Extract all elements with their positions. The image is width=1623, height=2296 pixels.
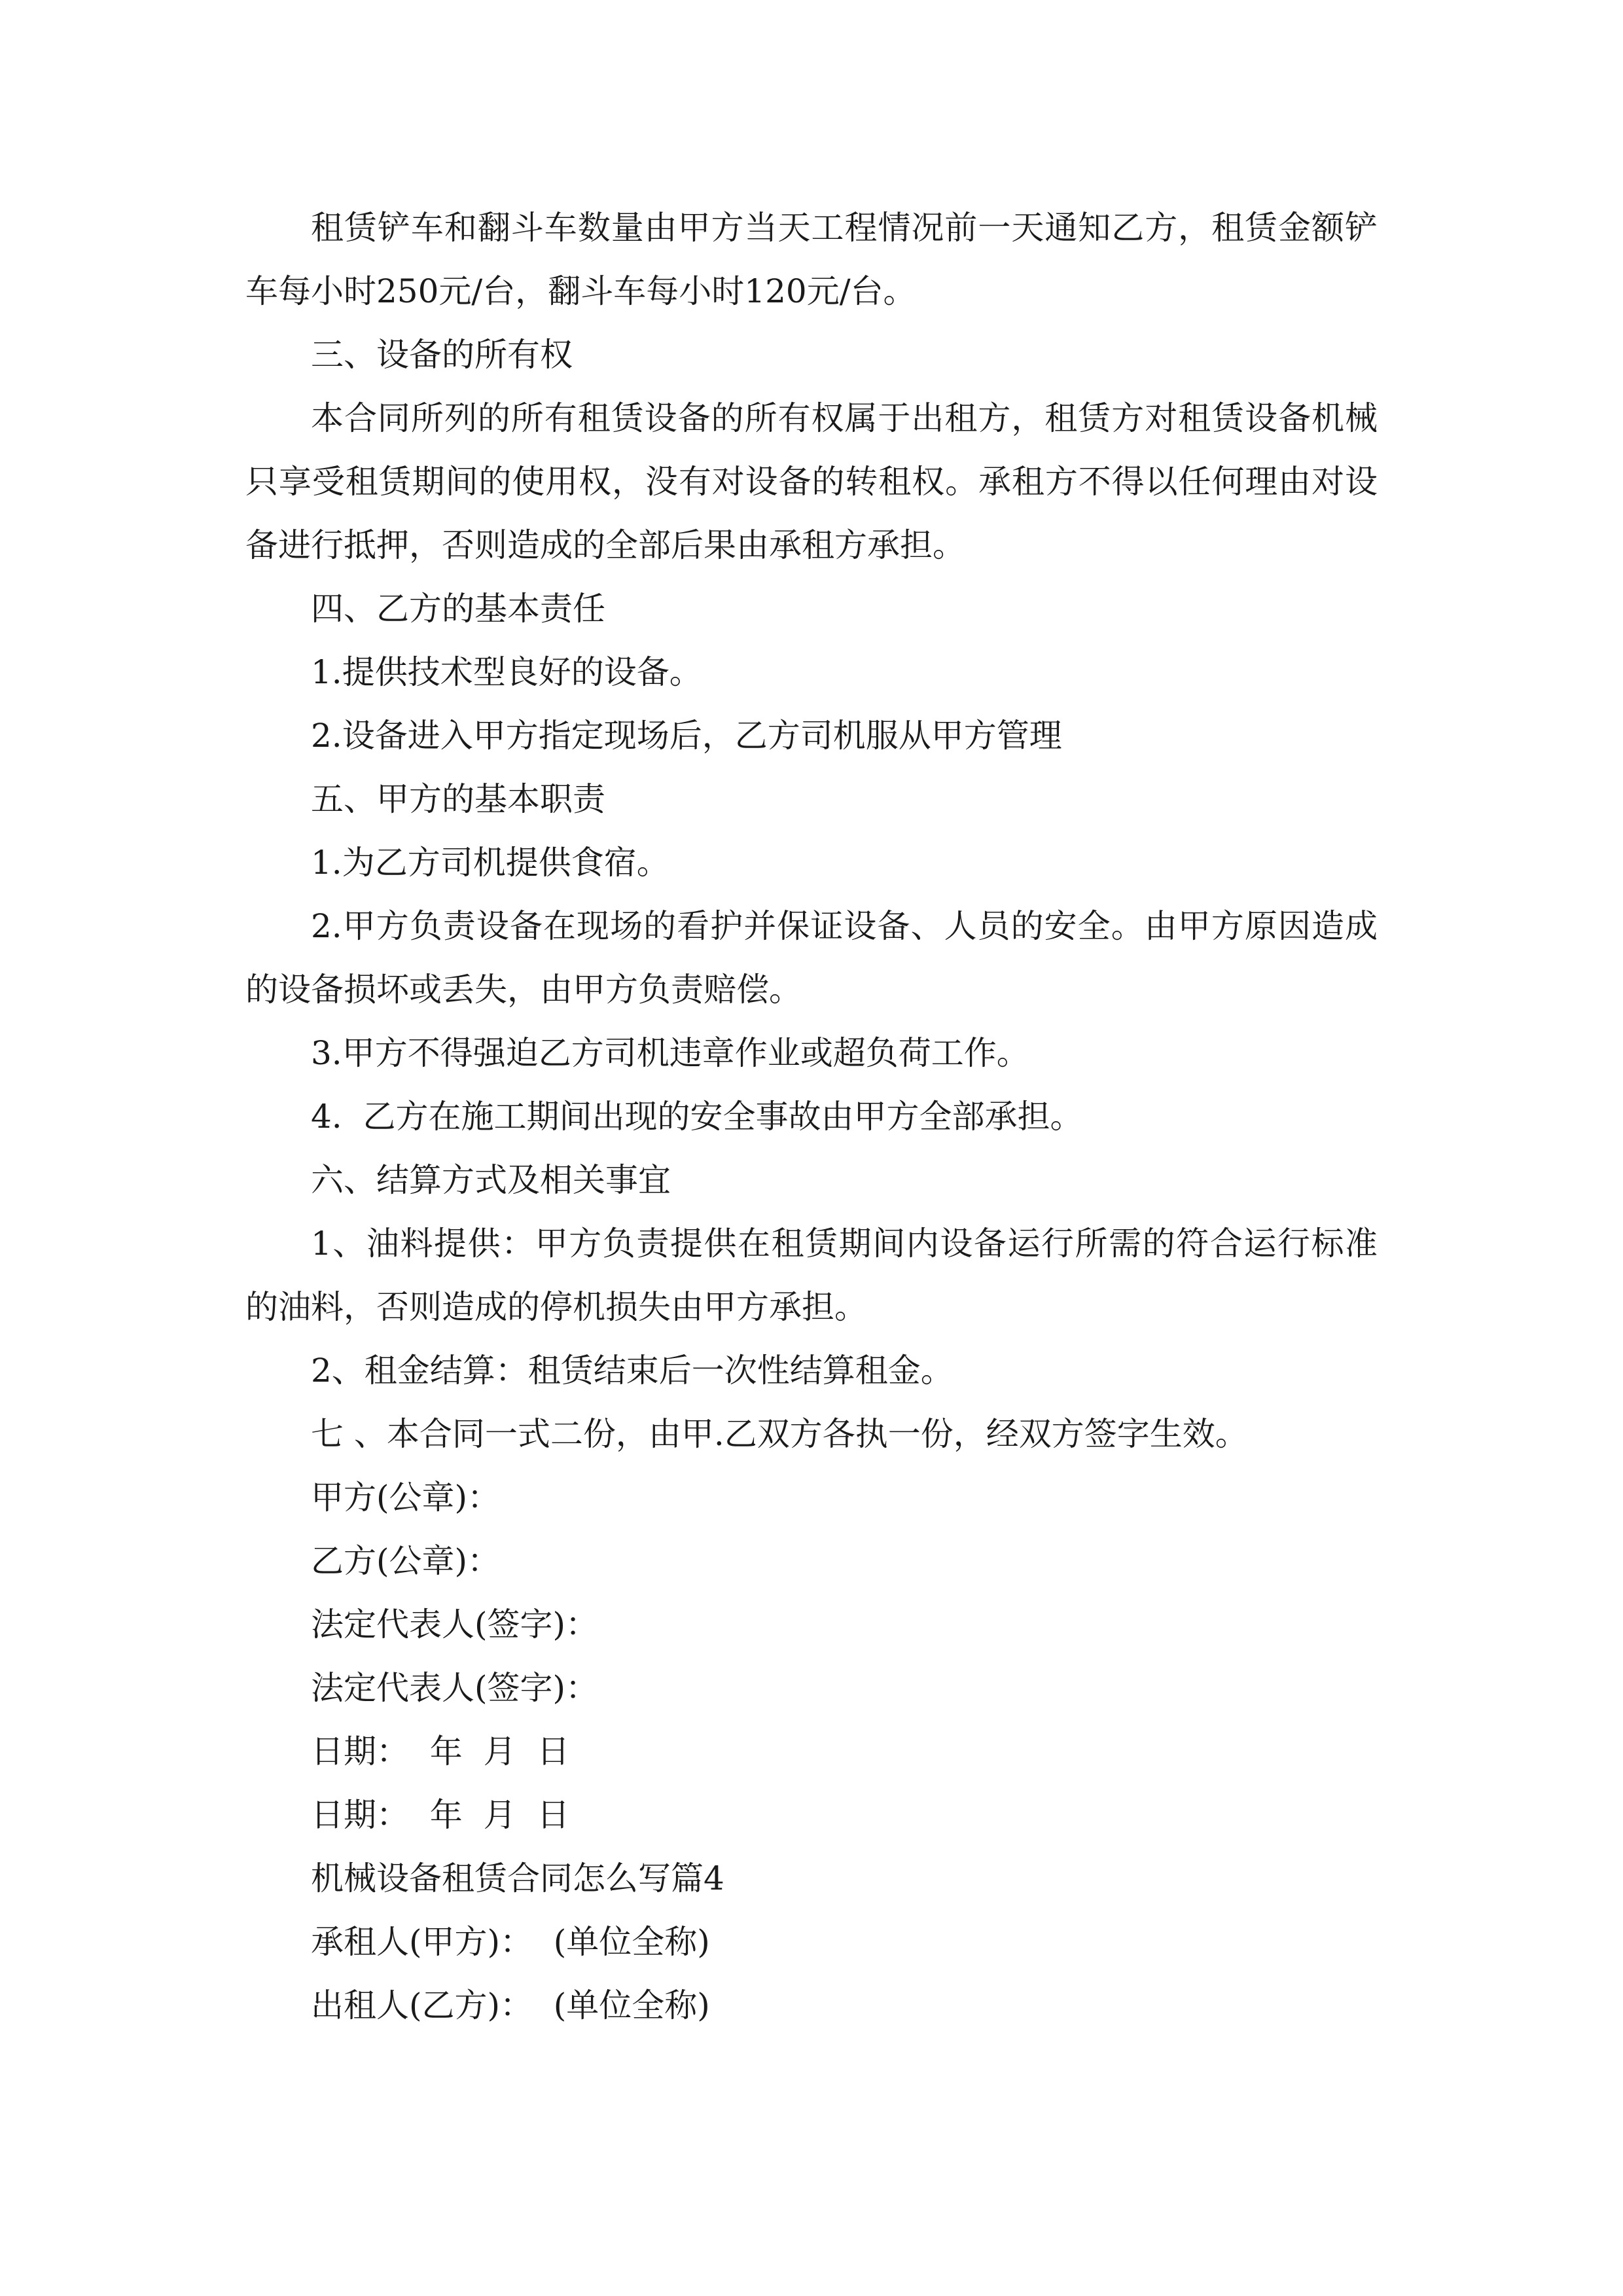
settlement-item-fuel: 1、油料提供：甲方负责提供在租赁期间内设备运行所需的符合运行标准的油料，否则造成的停机损失由甲方承担。 [245,1225,1378,1326]
party-a-item-2: 2.甲方负责设备在现场的看护并保证设备、人员的安全。由甲方原因造成的设备损坏或丢失，由甲方负责赔偿。 [245,907,1378,1009]
settlement-item-rent: 2、租金结算：租赁结束后一次性结算租金。 [311,1352,954,1390]
heading-settlement: 六、结算方式及相关事宜 [311,1161,671,1199]
document-body [245,196,1378,2037]
signature-date-b: 日期： 年 月 日 [311,1796,570,1834]
signature-legal-rep-a: 法定代表人(签字)： [311,1605,599,1643]
signature-legal-rep-b: 法定代表人(签字)： [311,1669,599,1707]
party-a-item-4: 4. 乙方在施工期间出现的安全事故由甲方全部承担。 [311,1098,1083,1136]
signature-party-a-seal: 甲方(公章)： [311,1479,501,1516]
party-a-item-3: 3.甲方不得强迫乙方司机违章作业或超负荷工作。 [311,1034,1029,1072]
lessee-party-a: 承租人(甲方)： (单位全称) [311,1923,710,1961]
paragraph-ownership-terms: 本合同所列的所有租赁设备的所有权属于出租方，租赁方对租赁设备机械只享受租赁期间的使用权，没有对设备的转租权。承租方不得以任何理由对设备进行抵押，否则造成的全部后果由承租方承担。 [245,399,1378,564]
signature-party-b-seal: 乙方(公章)： [311,1542,501,1580]
party-b-item-2: 2.设备进入甲方指定现场后，乙方司机服从甲方管理 [311,717,1062,755]
party-a-item-1: 1.为乙方司机提供食宿。 [311,844,669,882]
signature-date-a: 日期： 年 月 日 [311,1732,570,1770]
lessor-party-b: 出租人(乙方)： (单位全称) [311,1986,710,2024]
heading-party-b-responsibilities: 四、乙方的基本责任 [311,590,605,628]
section-title-contract-4: 机械设备租赁合同怎么写篇4 [311,1859,724,1897]
clause-copies: 七 、本合同一式二份，由甲.乙双方各执一份，经双方签字生效。 [311,1415,1248,1453]
heading-party-a-duties: 五、甲方的基本职责 [311,780,605,818]
heading-equipment-ownership: 三、设备的所有权 [311,336,573,374]
party-b-item-1: 1.提供技术型良好的设备。 [311,653,702,691]
paragraph-rental-quantity: 租赁铲车和翻斗车数量由甲方当天工程情况前一天通知乙方，租赁金额铲车每小时250元/台，翻斗车每小时120元/台。 [245,209,1378,310]
